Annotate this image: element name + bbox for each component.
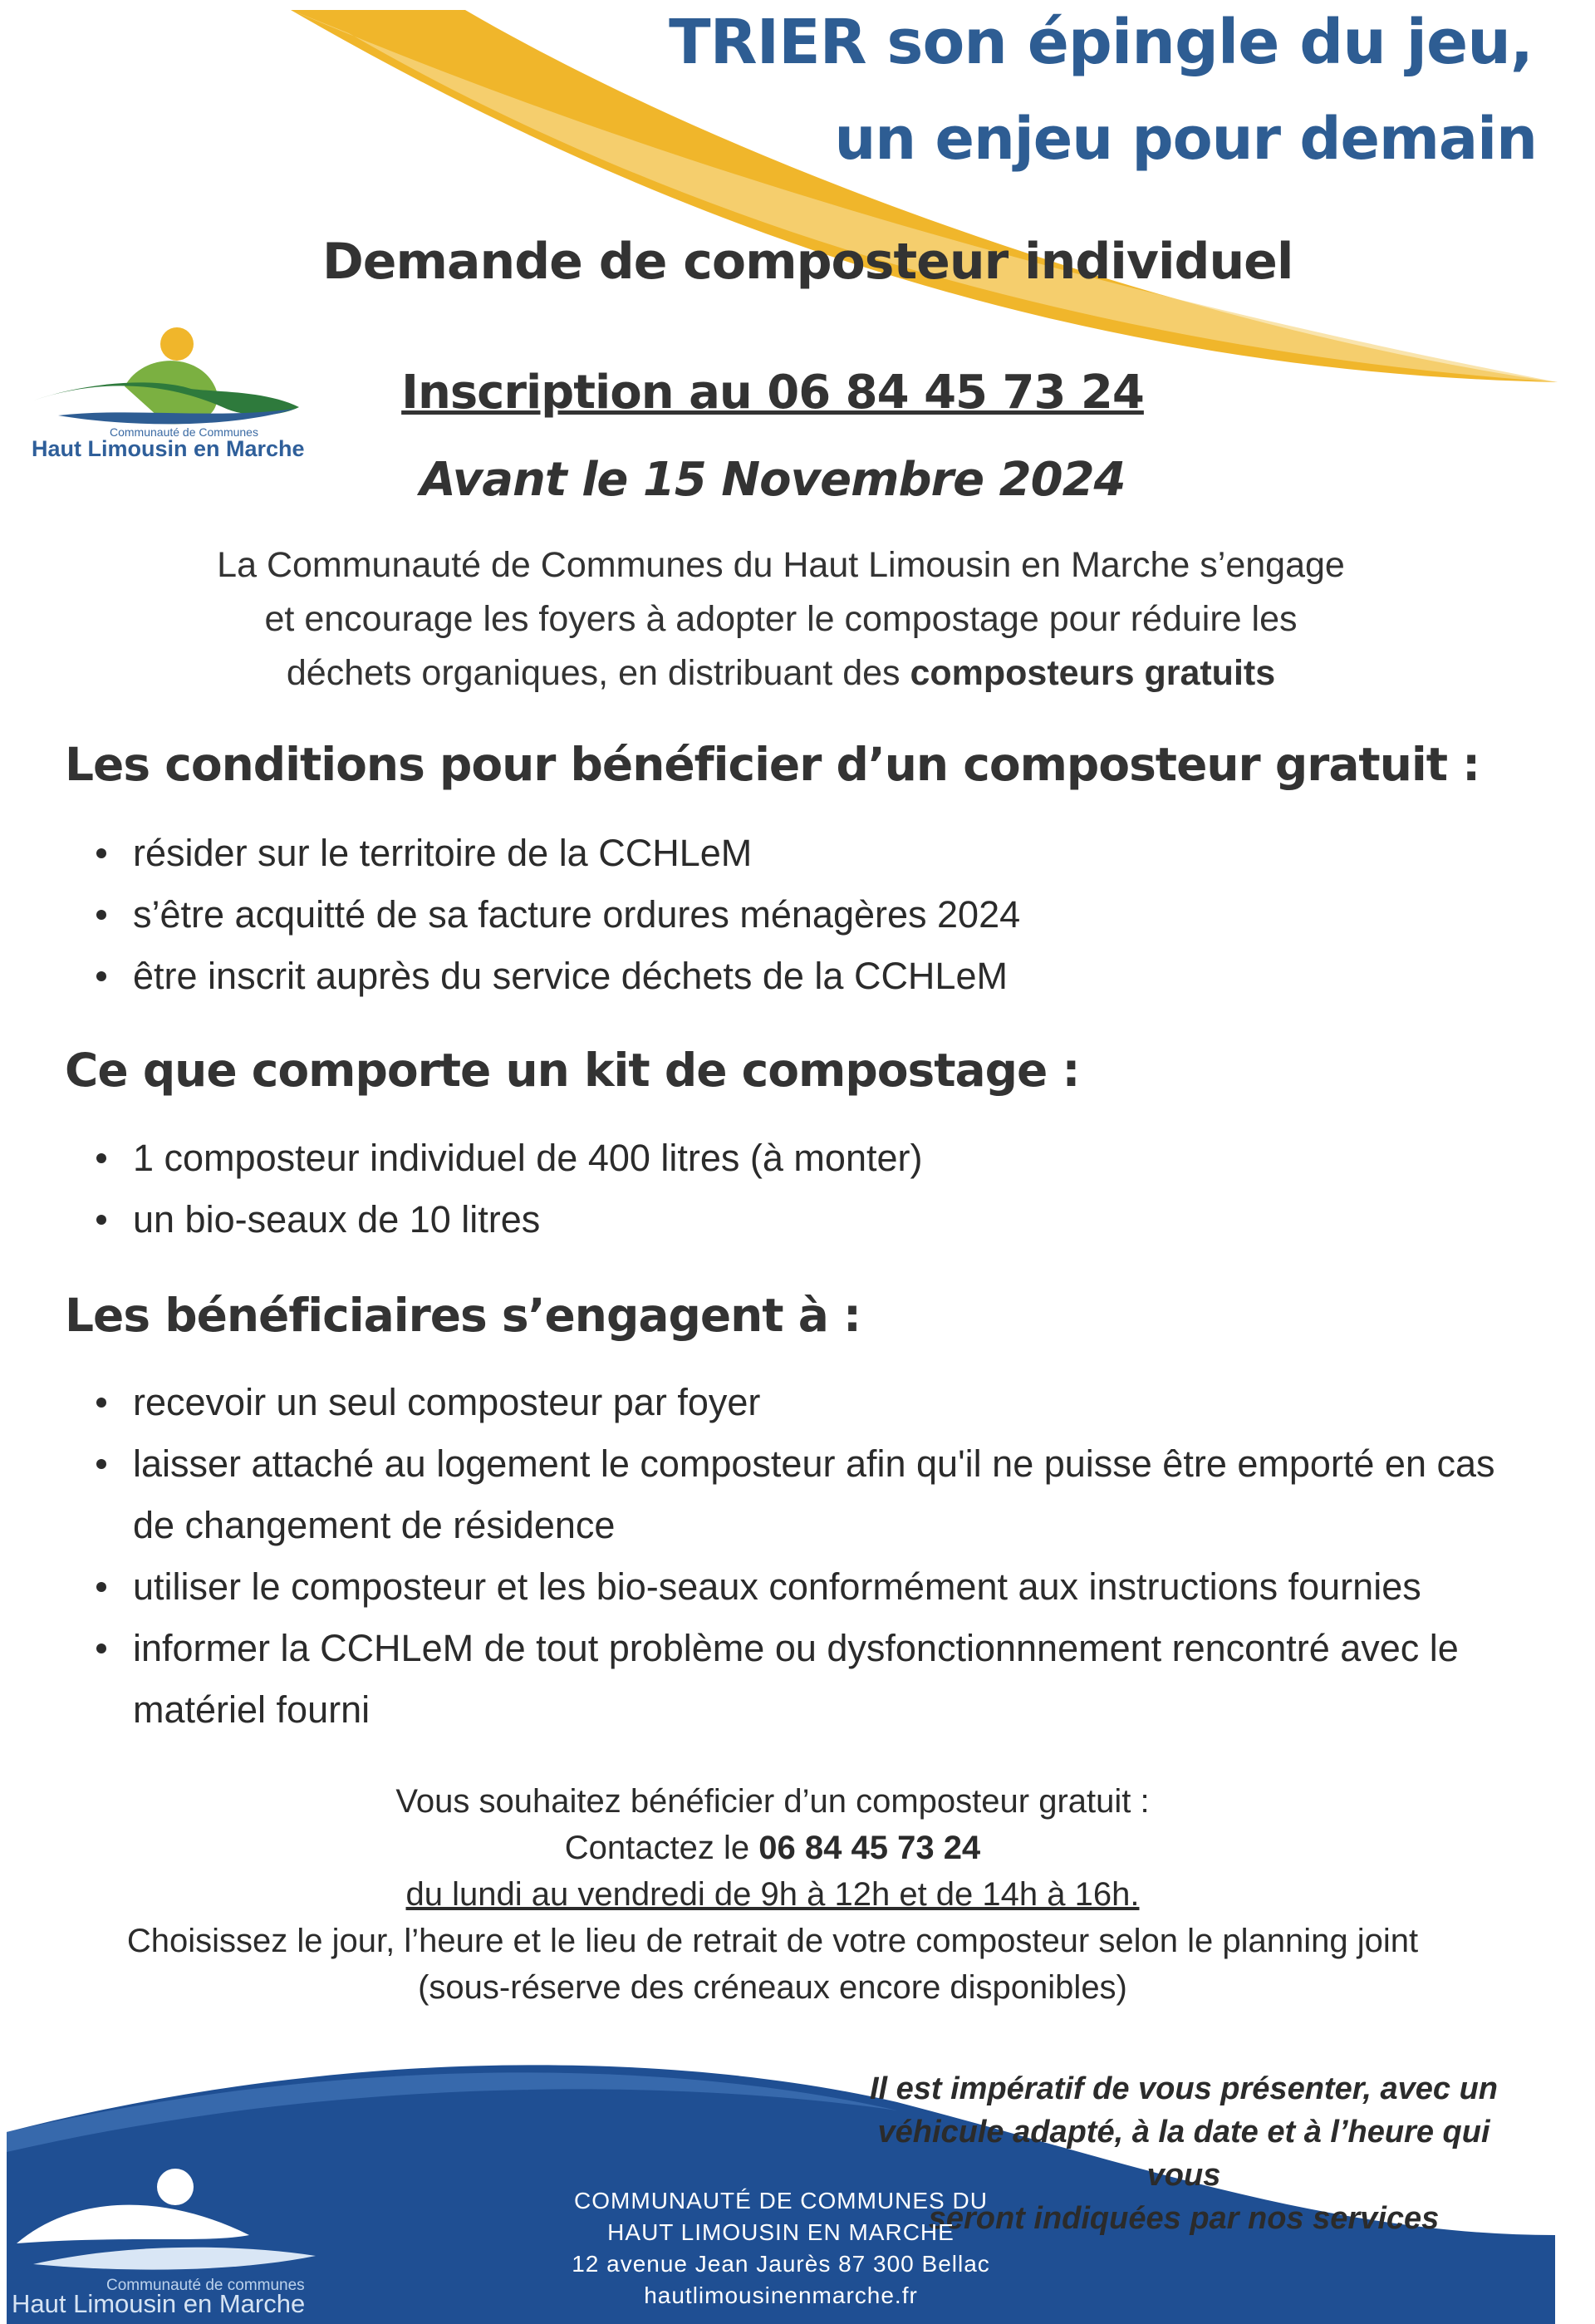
heading-conditions: Les conditions pour bénéficier d’un composteur gratuit : bbox=[65, 738, 1480, 791]
contact-line bbox=[83, 1825, 1462, 1871]
heading-engagements: Les bénéficiaires s’engagent à : bbox=[65, 1289, 861, 1342]
footer-address bbox=[341, 2185, 1221, 2312]
footer-website: hautlimousinenmarche.fr bbox=[644, 2282, 918, 2308]
footer-org-line: HAUT LIMOUSIN EN MARCHE bbox=[607, 2219, 955, 2245]
notice-line: Il est impératif de vous présenter, avec un bbox=[869, 2071, 1499, 2106]
contact-line: (sous-réserve des créneaux encore disponibles) bbox=[418, 1969, 1127, 2006]
intro-paragraph bbox=[108, 538, 1454, 700]
contact-hours: du lundi au vendredi de 9h à 12h et de 14h à 16h. bbox=[405, 1876, 1140, 1913]
intro-line bbox=[108, 646, 1454, 700]
list-item: résider sur le territoire de la CCHLeM bbox=[91, 823, 1020, 884]
logo-small-text: Communauté de Communes bbox=[110, 425, 258, 439]
list-item: informer la CCHLeM de tout problème ou dysfonctionnnement rencontré avec le matériel fourni bbox=[91, 1618, 1545, 1741]
contact-prefix: Contactez le bbox=[564, 1830, 759, 1866]
footer-org-line: COMMUNAUTÉ DE COMMUNES DU bbox=[574, 2188, 988, 2213]
list-item: recevoir un seul composteur par foyer bbox=[91, 1372, 1545, 1433]
notice-line: seront indiquées par nos services bbox=[928, 2201, 1440, 2236]
kit-list bbox=[91, 1128, 922, 1250]
intro-line: La Communauté de Communes du Haut Limousin en Marche s’engage bbox=[217, 545, 1345, 585]
footer-street: 12 avenue Jean Jaurès 87 300 Bellac bbox=[572, 2251, 990, 2277]
intro-line: et encourage les foyers à adopter le compostage pour réduire les bbox=[264, 599, 1298, 639]
footer-logo-small: Communauté de communes bbox=[106, 2277, 305, 2294]
intro-bold: composteurs gratuits bbox=[910, 653, 1276, 693]
contact-phone: 06 84 45 73 24 bbox=[758, 1830, 981, 1866]
list-item: utiliser le composteur et les bio-seaux conformément aux instructions fournies bbox=[91, 1556, 1545, 1618]
list-item: laisser attaché au logement le composteur afin qu'il ne puisse être emporté en cas de changement de résidence bbox=[91, 1433, 1545, 1556]
engagements-list bbox=[91, 1372, 1545, 1741]
page-subtitle: Demande de composteur individuel bbox=[322, 233, 1293, 291]
contact-block bbox=[83, 1778, 1462, 2011]
logo-name: Haut Limousin en Marche bbox=[32, 436, 305, 461]
list-item: un bio-seaux de 10 litres bbox=[91, 1189, 922, 1250]
title-line-1: TRIER son épingle du jeu, bbox=[669, 7, 1533, 78]
list-item: être inscrit auprès du service déchets de la CCHLeM bbox=[91, 946, 1020, 1007]
inscription-phone: Inscription au 06 84 45 73 24 bbox=[401, 366, 1144, 420]
notice-line: véhicule adapté, à la date et à l’heure qui vous bbox=[877, 2115, 1490, 2193]
footer-logo-name: Haut Limousin en Marche bbox=[12, 2289, 306, 2318]
list-item: 1 composteur individuel de 400 litres (à monter) bbox=[91, 1128, 922, 1189]
heading-kit: Ce que comporte un kit de compostage : bbox=[65, 1044, 1080, 1097]
contact-line: Choisissez le jour, l’heure et le lieu de retrait de votre composteur selon le planning joint bbox=[126, 1923, 1419, 1959]
conditions-list bbox=[91, 823, 1020, 1007]
intro-text: déchets organiques, en distribuant des bbox=[286, 653, 910, 693]
title-line-2: un enjeu pour demain bbox=[834, 105, 1537, 173]
deadline: Avant le 15 Novembre 2024 bbox=[420, 453, 1126, 507]
contact-line: Vous souhaitez bénéficier d’un composteur gratuit : bbox=[395, 1783, 1150, 1820]
list-item: s’être acquitté de sa facture ordures ménagères 2024 bbox=[91, 884, 1020, 946]
